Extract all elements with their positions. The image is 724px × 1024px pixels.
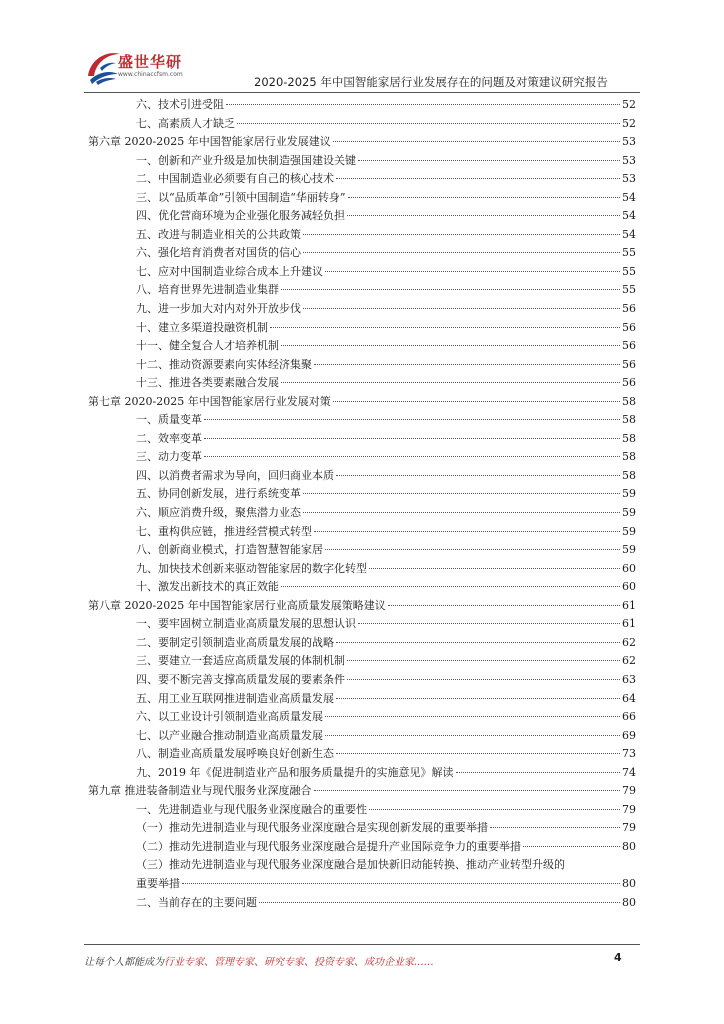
toc-chapter-row[interactable] xyxy=(88,133,636,152)
toc-leader-dots xyxy=(369,568,620,569)
toc-leader-dots xyxy=(347,215,620,216)
toc-leader-dots xyxy=(226,104,620,105)
toc-page-number: 56 xyxy=(622,339,636,353)
toc-page-number: 61 xyxy=(622,598,636,612)
toc-page-number: 54 xyxy=(622,190,636,204)
toc-entry-row[interactable] xyxy=(88,189,636,208)
toc-entry-row[interactable] xyxy=(88,263,636,282)
toc-entry-title: 九、加快技术创新来驱动智能家居的数字化转型 xyxy=(136,561,367,575)
toc-leader-dots xyxy=(303,493,620,494)
toc-entry-title: 七、以产业融合推动制造业高质量发展 xyxy=(136,728,323,742)
toc-leader-dots xyxy=(336,475,620,476)
footer-slogan xyxy=(84,953,434,968)
toc-entry-row[interactable] xyxy=(88,801,636,820)
toc-entry-row[interactable] xyxy=(88,356,636,375)
toc-page-number: 62 xyxy=(622,654,636,668)
toc-entry-title: 七、重构供应链，推进经营模式转型 xyxy=(136,524,312,538)
toc-entry-title: 十、激发出新技术的真正效能 xyxy=(136,580,279,594)
toc-entry-row[interactable] xyxy=(88,337,636,356)
toc-entry-row[interactable] xyxy=(88,226,636,245)
toc-entry-title: 七、高素质人才缺乏 xyxy=(136,116,235,130)
toc-entry-row[interactable] xyxy=(88,485,636,504)
footer-highlight: 行业专家、管理专家、研究专家、投资专家、成功企业家…… xyxy=(164,957,434,968)
toc-leader-dots xyxy=(303,512,620,513)
toc-page-number: 53 xyxy=(622,135,636,149)
toc-entry-title: 四、优化营商环境为企业强化服务减轻负担 xyxy=(136,209,345,223)
toc-entry-row[interactable] xyxy=(88,152,636,171)
toc-page-number: 56 xyxy=(622,320,636,334)
toc-page-number: 60 xyxy=(622,580,636,594)
toc-entry-title: 五、协同创新发展，进行系统变革 xyxy=(136,487,301,501)
toc-entry-title: 二、要制定引领制造业高质量发展的战略 xyxy=(136,635,334,649)
toc-page-number: 53 xyxy=(622,172,636,186)
toc-leader-dots xyxy=(281,289,620,290)
toc-page-number: 59 xyxy=(622,543,636,557)
toc-entry-title: 第九章 推进装备制造业与现代服务业深度融合 xyxy=(88,784,312,798)
toc-entry-title: 六、强化培育消费者对国货的信心 xyxy=(136,246,301,260)
toc-leader-dots xyxy=(314,531,620,532)
toc-page-number: 80 xyxy=(622,876,636,890)
toc-page-number: 59 xyxy=(622,524,636,538)
toc-leader-dots xyxy=(358,623,620,624)
toc-page-number: 54 xyxy=(622,209,636,223)
toc-entry-row[interactable] xyxy=(88,96,636,115)
toc-leader-dots xyxy=(281,382,620,383)
toc-page-number: 56 xyxy=(622,357,636,371)
toc-entry-row[interactable] xyxy=(88,764,636,783)
toc-leader-dots xyxy=(259,902,620,903)
toc-entry-title: 第八章 2020-2025 年中国智能家居行业高质量发展策略建议 xyxy=(88,598,386,612)
table-of-contents xyxy=(88,96,636,912)
toc-page-number: 58 xyxy=(622,431,636,445)
toc-leader-dots xyxy=(204,438,620,439)
toc-entry-row[interactable] xyxy=(88,541,636,560)
toc-entry-row[interactable] xyxy=(88,430,636,449)
toc-entry-title: 四、以消费者需求为导向，回归商业本质 xyxy=(136,468,334,482)
toc-leader-dots xyxy=(237,123,620,124)
toc-entry-title: 一、要牢固树立制造业高质量发展的思想认识 xyxy=(136,617,356,631)
toc-entry-title: 十、建立多渠道投融资机制 xyxy=(136,320,268,334)
toc-entry-title: 二、中国制造业必须要有自己的核心技术 xyxy=(136,172,334,186)
toc-page-number: 60 xyxy=(622,561,636,575)
toc-page-number: 66 xyxy=(622,710,636,724)
toc-entry-title: 二、当前存在的主要问题 xyxy=(136,895,257,909)
toc-leader-dots xyxy=(347,660,620,661)
toc-entry-row[interactable] xyxy=(88,115,636,134)
toc-entry-row[interactable] xyxy=(88,319,636,338)
toc-entry-row[interactable] xyxy=(88,207,636,226)
toc-leader-dots xyxy=(314,790,621,791)
toc-entry-title: 九、2019 年《促进制造业产品和服务质量提升的实施意见》解读 xyxy=(136,765,454,779)
footer-divider xyxy=(84,944,640,945)
toc-chapter-row[interactable] xyxy=(88,393,636,412)
toc-leader-dots xyxy=(303,308,620,309)
toc-leader-dots xyxy=(281,345,620,346)
toc-page-number: 63 xyxy=(622,672,636,686)
toc-leader-dots xyxy=(325,549,620,550)
toc-entry-title: （一）推动先进制造业与现代服务业深度融合是实现创新发展的重要举措 xyxy=(136,821,488,835)
toc-entry-row[interactable] xyxy=(88,467,636,486)
toc-leader-dots xyxy=(325,735,620,736)
toc-entry-title: 十一、健全复合人才培养机制 xyxy=(136,339,279,353)
toc-entry-title: 九、进一步加大对内对外开放步伐 xyxy=(136,302,301,316)
toc-page-number: 61 xyxy=(622,617,636,631)
toc-entry-row[interactable] xyxy=(88,170,636,189)
toc-leader-dots xyxy=(325,271,620,272)
toc-leader-dots xyxy=(325,716,620,717)
footer-prefix: 让每个人都能成为 xyxy=(84,957,164,968)
toc-entry-row[interactable] xyxy=(88,708,636,727)
toc-entry-title: 五、用工业互联网推进制造业高质量发展 xyxy=(136,691,334,705)
header-divider xyxy=(84,92,640,93)
toc-chapter-row[interactable] xyxy=(88,782,636,801)
toc-leader-dots xyxy=(348,197,621,198)
toc-leader-dots xyxy=(388,605,620,606)
toc-leader-dots xyxy=(456,772,621,773)
toc-entry-title: 四、要不断完善支撑高质量发展的要素条件 xyxy=(136,672,345,686)
toc-page-number: 58 xyxy=(622,394,636,408)
toc-entry-row[interactable] xyxy=(88,560,636,579)
toc-leader-dots xyxy=(314,364,620,365)
toc-entry-row[interactable] xyxy=(88,727,636,746)
toc-entry-row[interactable] xyxy=(88,578,636,597)
toc-leader-dots xyxy=(358,160,620,161)
toc-page-number: 69 xyxy=(622,728,636,742)
toc-entry-row[interactable] xyxy=(88,523,636,542)
toc-entry-title: 一、先进制造业与现代服务业深度融合的重要性 xyxy=(136,802,367,816)
toc-leader-dots xyxy=(270,327,620,328)
toc-page-number: 62 xyxy=(622,635,636,649)
logo-name: 盛世华研 xyxy=(118,53,183,71)
toc-page-number: 54 xyxy=(622,227,636,241)
toc-page-number: 80 xyxy=(622,895,636,909)
toc-page-number: 55 xyxy=(622,246,636,260)
toc-leader-dots xyxy=(336,753,620,754)
toc-page-number: 79 xyxy=(622,784,636,798)
toc-entry-row[interactable] xyxy=(88,615,636,634)
toc-page-number: 80 xyxy=(622,839,636,853)
toc-entry-row[interactable] xyxy=(88,856,636,875)
toc-entry-row[interactable] xyxy=(88,671,636,690)
toc-entry-title: 十二、推动资源要素向实体经济集聚 xyxy=(136,357,312,371)
toc-entry-title: （三）推动先进制造业与现代服务业深度融合是加快新旧动能转换、推动产业转型升级的 xyxy=(136,858,565,872)
toc-entry-row[interactable] xyxy=(88,634,636,653)
toc-entry-title: 重要举措 xyxy=(136,876,180,890)
toc-entry-title: 八、制造业高质量发展呼唤良好创新生态 xyxy=(136,747,334,761)
toc-entry-row[interactable] xyxy=(88,244,636,263)
page-header xyxy=(0,0,724,92)
toc-entry-title: 六、技术引进受阻 xyxy=(136,98,224,111)
toc-entry-row[interactable] xyxy=(88,300,636,319)
toc-entry-row[interactable] xyxy=(88,819,636,838)
toc-leader-dots xyxy=(336,178,620,179)
toc-entry-row[interactable] xyxy=(88,374,636,393)
toc-entry-title: 六、顺应消费升级，聚焦潜力业态 xyxy=(136,506,301,520)
toc-page-number: 59 xyxy=(622,506,636,520)
toc-page-number: 79 xyxy=(622,821,636,835)
toc-entry-title: 三、动力变革 xyxy=(136,450,202,464)
toc-entry-row[interactable] xyxy=(88,745,636,764)
toc-page-number: 73 xyxy=(622,747,636,761)
toc-entry-row[interactable] xyxy=(88,281,636,300)
logo-url: www.chinaccfsm.com xyxy=(118,71,183,78)
toc-page-number: 53 xyxy=(622,153,636,167)
toc-leader-dots xyxy=(347,679,620,680)
toc-entry-title: 七、应对中国制造业综合成本上升建议 xyxy=(136,264,323,278)
toc-entry-title: 三、以“品质革命”引领中国制造“华丽转身” xyxy=(136,190,346,204)
toc-entry-row[interactable] xyxy=(88,875,636,894)
toc-leader-dots xyxy=(333,401,620,402)
toc-page-number: 52 xyxy=(622,116,636,130)
toc-leader-dots xyxy=(303,252,620,253)
toc-page-number: 64 xyxy=(622,691,636,705)
toc-chapter-row[interactable] xyxy=(88,597,636,616)
toc-entry-title: 二、效率变革 xyxy=(136,431,202,445)
toc-entry-title: （二）推动先进制造业与现代服务业深度融合是提升产业国际竞争力的重要举措 xyxy=(136,839,521,853)
toc-leader-dots xyxy=(369,809,620,810)
toc-entry-title: 五、改进与制造业相关的公共政策 xyxy=(136,227,301,241)
toc-entry-row[interactable] xyxy=(88,504,636,523)
toc-page-number: 79 xyxy=(622,802,636,816)
page-number: 4 xyxy=(614,951,622,964)
toc-entry-row[interactable] xyxy=(88,838,636,857)
toc-leader-dots xyxy=(281,586,620,587)
toc-entry-title: 第七章 2020-2025 年中国智能家居行业发展对策 xyxy=(88,394,331,408)
toc-entry-title: 十三、推进各类要素融合发展 xyxy=(136,376,279,390)
toc-leader-dots xyxy=(336,698,620,699)
toc-entry-title: 第六章 2020-2025 年中国智能家居行业发展建议 xyxy=(88,135,331,149)
toc-entry-title: 八、培育世界先进制造业集群 xyxy=(136,283,279,297)
toc-page-number: 74 xyxy=(622,765,636,779)
toc-entry-title: 一、质量变革 xyxy=(136,413,202,427)
toc-page-number: 52 xyxy=(622,98,636,111)
toc-entry-title: 六、以工业设计引领制造业高质量发展 xyxy=(136,710,323,724)
toc-leader-dots xyxy=(204,456,620,457)
toc-entry-title: 八、创新商业模式，打造智慧智能家居 xyxy=(136,543,323,557)
toc-page-number: 56 xyxy=(622,302,636,316)
toc-entry-row[interactable] xyxy=(88,690,636,709)
toc-leader-dots xyxy=(336,642,620,643)
toc-leader-dots xyxy=(204,419,620,420)
toc-entry-row[interactable] xyxy=(88,652,636,671)
toc-entry-title: 三、要建立一套适应高质量发展的体制机制 xyxy=(136,654,345,668)
toc-entry-row[interactable] xyxy=(88,448,636,467)
toc-leader-dots xyxy=(333,141,620,142)
toc-leader-dots xyxy=(523,846,620,847)
toc-leader-dots xyxy=(490,827,620,828)
toc-leader-dots xyxy=(303,234,620,235)
toc-page-number: 55 xyxy=(622,264,636,278)
toc-page-number: 56 xyxy=(622,376,636,390)
report-title: 2020-2025 年中国智能家居行业发展存在的问题及对策建议研究报告 xyxy=(254,75,608,89)
toc-page-number: 58 xyxy=(622,468,636,482)
toc-entry-title: 一、创新和产业升级是加快制造强国建设关键 xyxy=(136,153,356,167)
toc-page-number: 59 xyxy=(622,487,636,501)
toc-page-number: 58 xyxy=(622,450,636,464)
toc-leader-dots xyxy=(182,883,620,884)
toc-page-number: 55 xyxy=(622,283,636,297)
toc-page-number: 58 xyxy=(622,413,636,427)
toc-entry-row[interactable] xyxy=(88,411,636,430)
toc-entry-row[interactable] xyxy=(88,894,636,913)
